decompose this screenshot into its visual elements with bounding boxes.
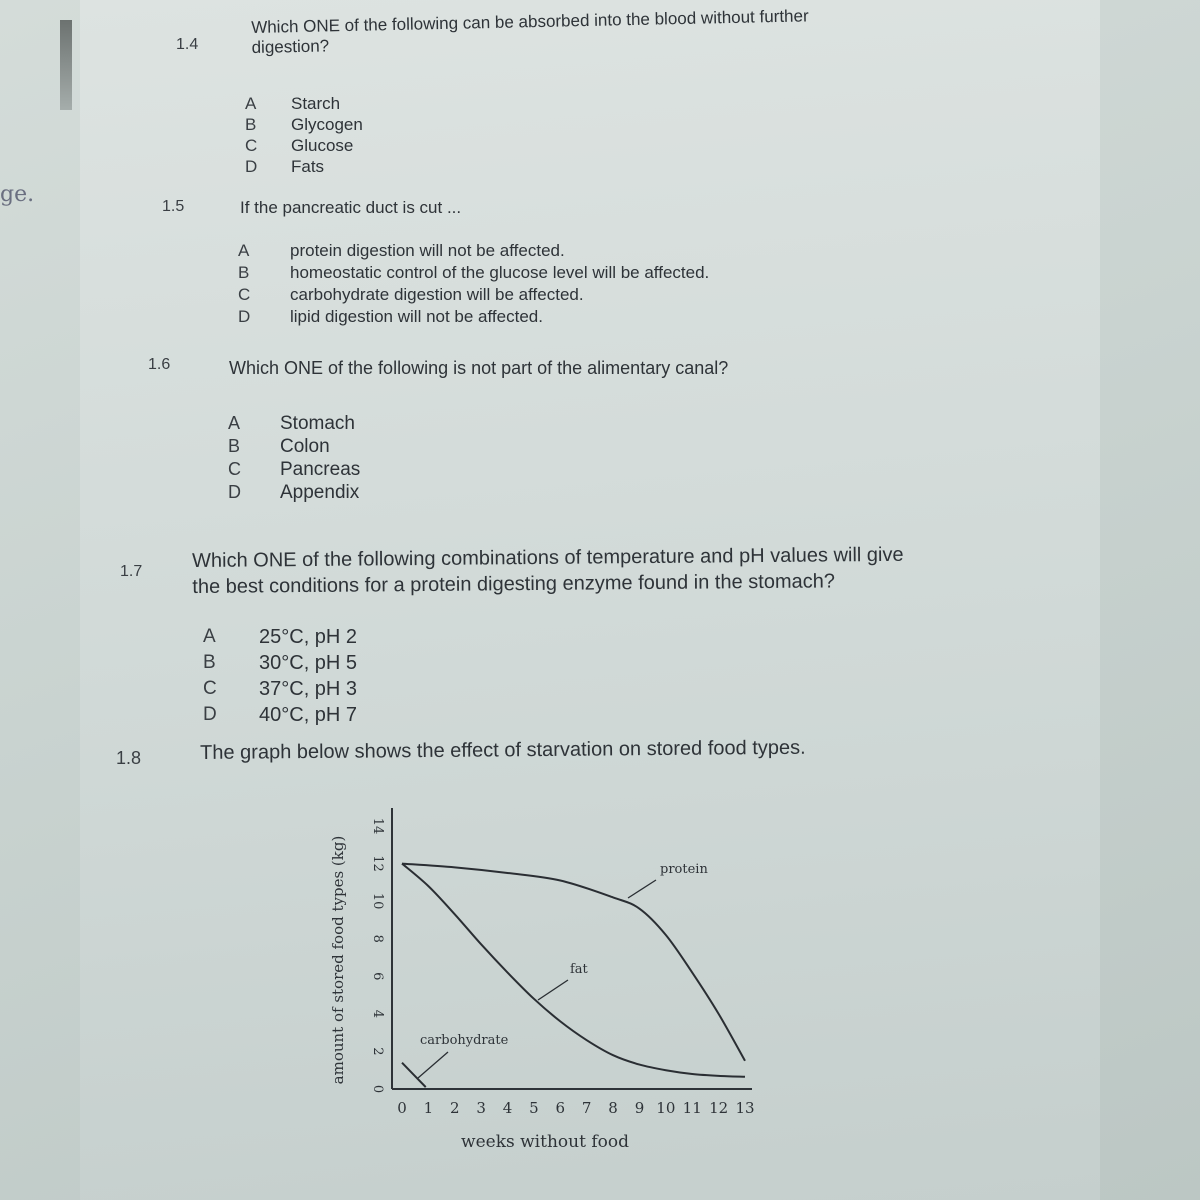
option-letter: C — [228, 459, 241, 479]
option-letter: A — [245, 93, 257, 113]
question-text-line: Which ONE of the following combinations of temperature and pH values will give — [192, 543, 904, 572]
x-tick-label: 4 — [502, 1099, 513, 1117]
option-text: Pancreas — [280, 458, 361, 480]
x-tick-label: 5 — [529, 1099, 539, 1117]
option-text: 40°C, pH 7 — [259, 703, 358, 726]
x-tick-label: 13 — [735, 1099, 755, 1117]
series-label-protein: protein — [660, 862, 708, 877]
option-text: Fats — [291, 156, 325, 176]
question-text-line: digestion? — [251, 36, 330, 57]
y-tick-label: 6 — [370, 972, 385, 981]
option-text: protein digestion will not be affected. — [290, 241, 565, 260]
option-text: Glucose — [291, 135, 354, 155]
question-number: 1.7 — [120, 563, 143, 580]
x-tick-label: 2 — [449, 1099, 460, 1117]
x-tick-label: 1 — [423, 1099, 434, 1117]
option-text: 30°C, pH 5 — [259, 651, 358, 674]
y-tick-label: 2 — [370, 1047, 385, 1056]
option-letter: A — [238, 241, 250, 260]
question-text-line: Which ONE of the following can be absorbed into the blood without further — [251, 6, 809, 37]
option-letter: C — [245, 135, 258, 155]
x-tick-label: 7 — [581, 1099, 592, 1117]
question-text: Which ONE of the following is not part of the alimentary canal? — [229, 358, 729, 378]
y-tick-label: 14 — [370, 817, 385, 835]
option-letter: D — [245, 156, 258, 176]
option-letter: B — [228, 436, 241, 456]
option-letter: D — [203, 704, 217, 725]
option-text: Starch — [291, 93, 341, 113]
option-letter: A — [203, 626, 216, 647]
series-leader-line — [418, 1052, 448, 1078]
option-letter: C — [203, 678, 217, 699]
option-text: Stomach — [280, 412, 355, 434]
y-tick-label: 12 — [370, 855, 385, 872]
x-axis-title: weeks without food — [461, 1132, 629, 1152]
option-text: lipid digestion will not be affected. — [290, 307, 543, 326]
x-tick-label: 9 — [634, 1099, 645, 1117]
y-axis-title: amount of stored food types (kg) — [329, 835, 347, 1085]
option-text: homeostatic control of the glucose level will be affected. — [290, 263, 710, 282]
margin-scrawl: ge. — [0, 182, 35, 207]
question-number: 1.5 — [162, 198, 185, 215]
y-tick-label: 4 — [370, 1009, 385, 1018]
x-tick-label: 10 — [656, 1099, 676, 1117]
option-text: Colon — [280, 435, 330, 457]
series-label-fat: fat — [570, 962, 588, 977]
x-tick-label: 8 — [608, 1099, 618, 1117]
option-letter: B — [203, 652, 216, 673]
question-number: 1.8 — [116, 748, 142, 768]
option-letter: B — [245, 114, 257, 134]
question-text-line: the best conditions for a protein digesting enzyme found in the stomach? — [192, 570, 836, 598]
question-text: If the pancreatic duct is cut ... — [240, 198, 462, 217]
option-letter: C — [238, 285, 251, 304]
option-text: 25°C, pH 2 — [259, 625, 358, 648]
y-tick-label: 10 — [370, 892, 385, 910]
option-letter: A — [228, 413, 241, 433]
y-tick-label: 0 — [370, 1084, 385, 1094]
option-text: 37°C, pH 3 — [259, 677, 358, 700]
question-text: The graph below shows the effect of starvation on stored food types. — [200, 736, 806, 764]
y-tick-label: 8 — [370, 934, 385, 943]
x-tick-label: 0 — [397, 1099, 407, 1117]
x-tick-label: 11 — [682, 1099, 702, 1117]
x-tick-label: 3 — [476, 1099, 486, 1117]
option-text: carbohydrate digestion will be affected. — [290, 285, 584, 304]
x-tick-label: 6 — [555, 1099, 566, 1117]
x-tick-label: 12 — [709, 1099, 729, 1117]
question-number: 1.6 — [148, 356, 171, 373]
question-number: 1.4 — [176, 36, 199, 53]
option-letter: D — [238, 307, 251, 326]
series-label-carbohydrate: carbohydrate — [420, 1033, 509, 1048]
option-letter: D — [228, 482, 241, 502]
series-leader-line — [628, 880, 656, 898]
option-letter: B — [238, 263, 250, 282]
option-text: Glycogen — [291, 114, 363, 134]
option-text: Appendix — [280, 481, 360, 503]
series-leader-line — [538, 980, 568, 1000]
